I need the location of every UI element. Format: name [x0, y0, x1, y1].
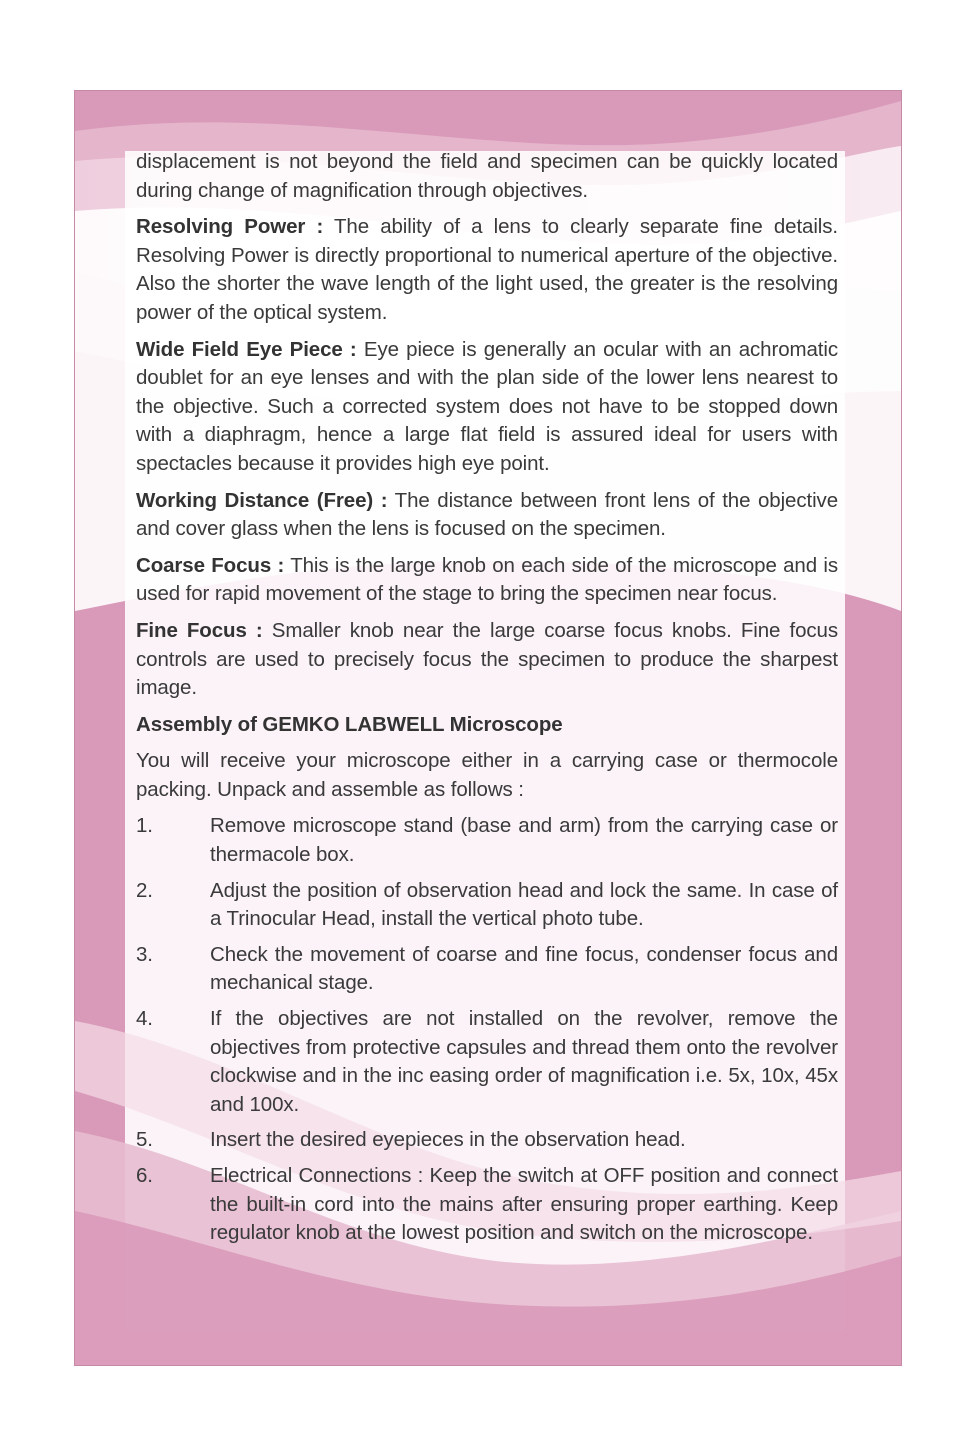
term-text: Eye piece is generally an ocular with an achromatic doublet for an eye lenses and with the plan side of the lower lens nearest to the objective. Such a corrected system does not have to be stopped down with a diaphragm, hence a large flat field is assured ideal for users with spectacles because it provides high eye point.: [136, 337, 838, 475]
step-text: Insert the desired eyepieces in the observation head.: [210, 1128, 686, 1152]
term-label: Working Distance (Free) :: [136, 488, 388, 512]
term-label: Coarse Focus :: [136, 553, 285, 577]
step-text: Check the movement of coarse and fine focus, condenser focus and mechanical stage.: [210, 942, 838, 995]
definition-wide-field-eye-piece: [136, 336, 838, 479]
step-text: Adjust the position of observation head and lock the same. In case of a Trinocular Head, install the vertical photo tube.: [210, 878, 838, 931]
step-number: 2.: [136, 878, 153, 902]
assembly-heading: Assembly of GEMKO LABWELL Microscope: [136, 712, 563, 736]
list-item: [136, 812, 838, 869]
term-label: Fine Focus :: [136, 618, 263, 642]
step-number: 1.: [136, 814, 153, 838]
document-text: [136, 148, 838, 1255]
list-item: [136, 941, 838, 998]
step-number: 6.: [136, 1164, 153, 1187]
assembly-intro: You will receive your microscope either in a carrying case or thermocole packing. Unpack and assemble as follows :: [136, 749, 838, 801]
term-text: Smaller knob near the large coarse focus knobs. Fine focus controls are used to precisely focus the specimen to produce the sharpest image.: [136, 618, 838, 700]
term-text: This is the large knob on each side of the microscope and is used for rapid movement of the stage to bring the specimen near focus.: [136, 553, 838, 606]
definition-coarse-focus: [136, 552, 838, 609]
list-item: [136, 1005, 838, 1119]
step-text: Electrical Connections : Keep the switch at OFF position and connect the built-in cord into the mains after ensuring proper earthing. Keep regulator knob at the lowest position and switch on the microscope.: [210, 1164, 838, 1245]
term-text: The ability of a lens to clearly separate fine details. Resolving Power is directly proportional to numerical aperture of the objective. Also the shorter the wave length of the light used, the greater is the resolving power of the optical system.: [136, 215, 838, 324]
definition-working-distance: [136, 487, 838, 544]
list-item: [136, 877, 838, 934]
intro-paragraph: displacement is not beyond the field and specimen can be quickly located during change of magnification through objectives.: [136, 150, 838, 202]
definition-resolving-power: [136, 213, 838, 327]
list-item: [136, 1162, 838, 1248]
step-number: 5.: [136, 1128, 153, 1152]
term-label: Resolving Power :: [136, 215, 324, 239]
term-text: The distance between front lens of the objective and cover glass when the lens is focused on the specimen.: [136, 488, 839, 541]
step-text: If the objectives are not installed on the revolver, remove the objectives from protective capsules and thread them onto the revolver clockwise and in the inc easing order of magnification i.e. 5x, 10x, 45x and 100x.: [210, 1007, 838, 1116]
term-label: Wide Field Eye Piece :: [136, 337, 357, 361]
step-text: Remove microscope stand (base and arm) from the carrying case or thermacole box.: [210, 814, 838, 867]
step-number: 4.: [136, 1007, 153, 1031]
definition-fine-focus: [136, 617, 838, 703]
step-number: 3.: [136, 942, 153, 966]
list-item: [136, 1126, 838, 1155]
